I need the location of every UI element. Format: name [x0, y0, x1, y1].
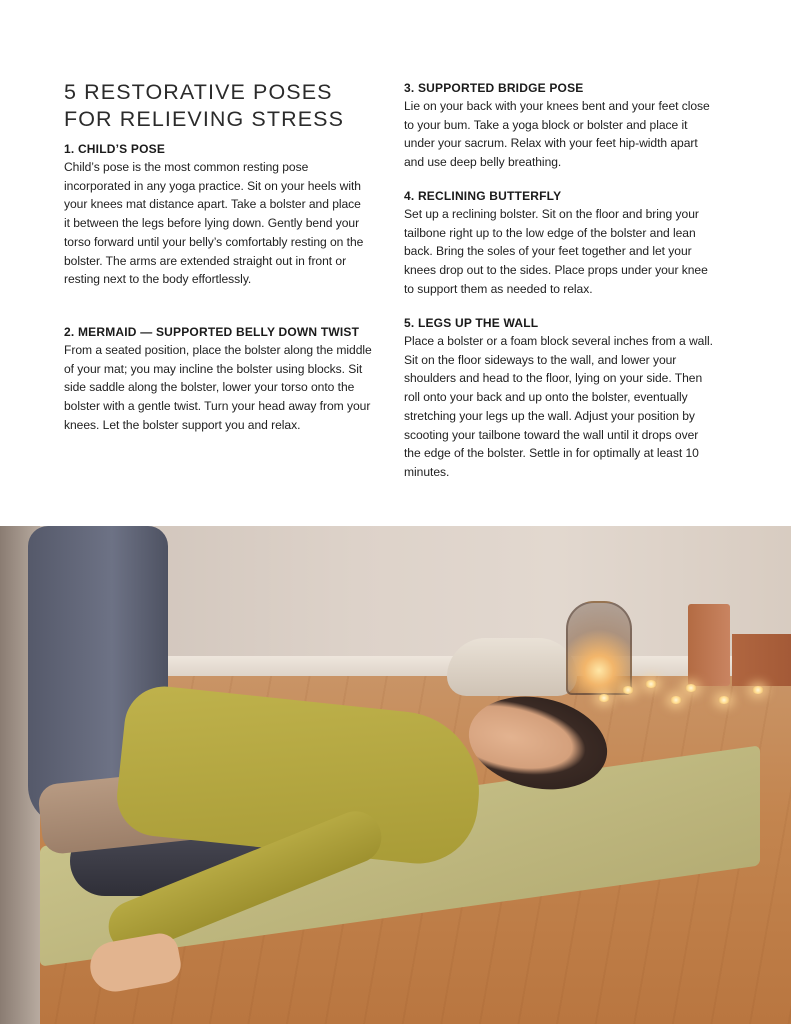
pose-section-supported-bridge	[404, 79, 714, 172]
pose-section-childs-pose	[64, 140, 370, 289]
pose-description: Set up a reclining bolster. Sit on the floor and bring your tailbone right up to the low edge of the bolster and lean back. Bring the soles of your feet together and let your knees drop out to the sides. Place props under your knee to support them as needed to relax.	[404, 207, 708, 296]
candle-icon	[622, 686, 634, 694]
pose-heading: 1. CHILD’S POSE	[64, 142, 166, 156]
pose-description: Child’s pose is the most common resting pose incorporated in any yoga practice. Sit on your heels with your knees mat distance apart. Take a bolster and place it between the legs before lying down. Gently bend your torso forward until your belly’s comfortably resting on the bolster. The arms are extended straight out in front or resting next to the body effortlessly.	[64, 160, 364, 287]
photo-yoga-block	[732, 634, 791, 686]
candle-icon	[645, 680, 657, 688]
pose-heading: 3. SUPPORTED BRIDGE POSE	[404, 81, 584, 95]
yoga-photo	[0, 526, 791, 1024]
pose-section-mermaid	[64, 323, 372, 435]
photo-pouf	[447, 638, 577, 696]
pose-description: From a seated position, place the bolster along the middle of your mat; you may incline the bolster using blocks. Sit side saddle along the bolster, lower your torso onto the bolster with a gentle twist. Turn your head away from your knees. Let the bolster support you and relax.	[64, 343, 372, 432]
pose-heading: 5. LEGS UP THE WALL	[404, 316, 539, 330]
page-title: 5 RESTORATIVE POSES FOR RELIEVING STRESS	[64, 80, 345, 131]
pose-section-reclining-butterfly	[404, 187, 714, 299]
lantern-icon	[566, 601, 632, 695]
candle-icon	[685, 684, 697, 692]
candle-icon	[718, 696, 730, 704]
pose-heading: 4. RECLINING BUTTERFLY	[404, 189, 562, 203]
pose-section-legs-up-the-wall	[404, 314, 716, 482]
candle-icon	[670, 696, 682, 704]
pose-description: Lie on your back with your knees bent and your feet close to your bum. Take a yoga block or bolster and place it under your sacrum. Relax with your feet hip-width apart and use deep belly breathing.	[404, 99, 710, 170]
pose-description: Place a bolster or a foam block several inches from a wall. Sit on the floor sideways to the wall, and lower your shoulders and head to the floor, lying on your side. Then roll onto your back and up onto the bolster, eventually stretching your legs up the wall. Adjust your position by scooting your tailbone toward the wall until it drops over the edge of the bolster. Settle in for optimally at least 10 minutes.	[404, 334, 713, 479]
pose-heading: 2. MERMAID — SUPPORTED BELLY DOWN TWIST	[64, 325, 360, 339]
candle-icon	[752, 686, 764, 694]
candle-icon	[598, 694, 610, 702]
photo-yoga-block	[688, 604, 730, 686]
